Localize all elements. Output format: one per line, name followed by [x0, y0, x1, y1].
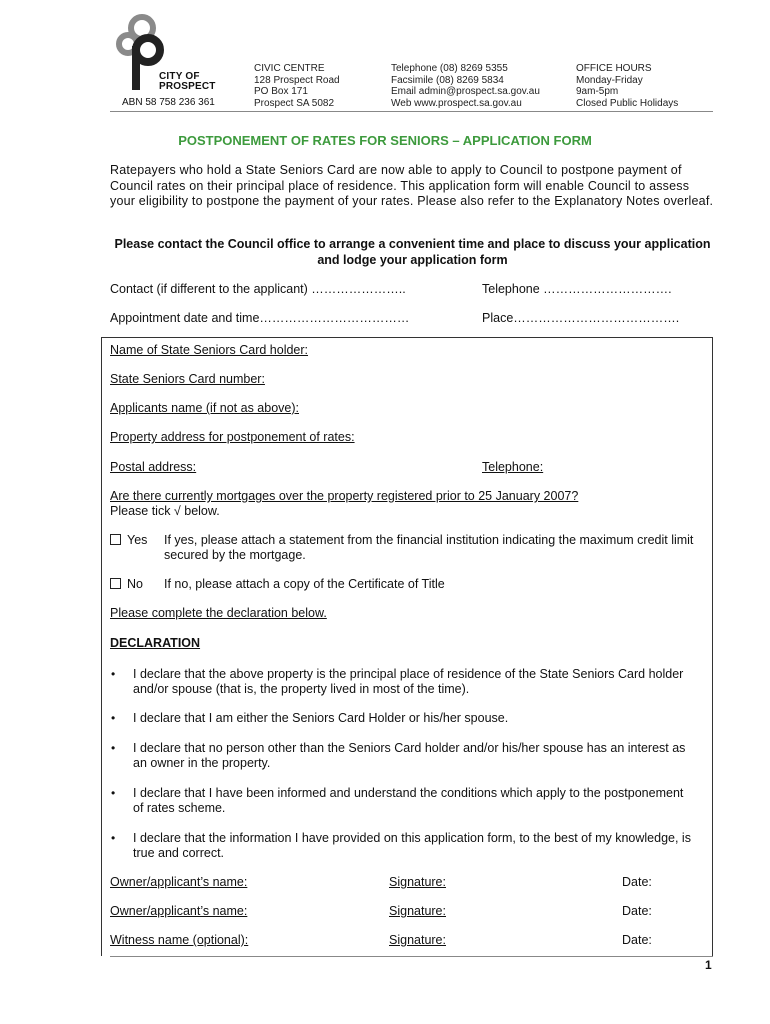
form-title: POSTPONEMENT OF RATES FOR SENIORS – APPLICATION FORM	[178, 133, 592, 148]
declaration-item: I declare that no person other than the Seniors Card holder and/or his/her spouse has an interest as an owner in the property.	[133, 741, 686, 770]
witness-name-field[interactable]: Witness name (optional):	[110, 933, 249, 947]
header-divider	[110, 111, 713, 112]
bullet-icon: •	[111, 711, 116, 725]
telephone-field[interactable]: Telephone:	[482, 460, 544, 474]
org-name: CITY OF PROSPECT	[159, 71, 216, 92]
date-field-2[interactable]: Date:	[622, 904, 652, 918]
bullet-icon: •	[111, 831, 116, 845]
seniors-card-holder-field[interactable]: Name of State Seniors Card holder:	[110, 343, 309, 357]
tick-instruction: Please tick √ below.	[110, 504, 220, 518]
mortgage-question: Are there currently mortgages over the property registered prior to 25 January 2007?	[110, 489, 579, 503]
owner-name-field-1[interactable]: Owner/applicant’s name:	[110, 875, 248, 889]
contact-note: Please contact the Council office to arrange a convenient time and place to discuss your application and lodge your application form	[114, 237, 711, 267]
postal-address-field[interactable]: Postal address:	[110, 460, 197, 474]
declaration-item: I declare that the above property is the principal place of residence of the State Seniors Card holder and/or spouse (that is, the property lived in most of the time).	[133, 667, 684, 696]
bullet-icon: •	[111, 667, 116, 681]
appointment-field[interactable]: Appointment date and time………………………………	[110, 311, 410, 325]
address-block: CIVIC CENTRE 128 Prospect Road PO Box 171 Prospect SA 5082	[254, 63, 340, 109]
page-number: 1	[705, 958, 712, 972]
date-field-1[interactable]: Date:	[622, 875, 652, 889]
signature-field-2[interactable]: Signature:	[389, 904, 446, 918]
declaration-item: I declare that I am either the Seniors Card Holder or his/her spouse.	[133, 711, 509, 725]
contact-block: Telephone (08) 8269 5355 Facsimile (08) 8269 5834 Email admin@prospect.sa.gov.au Web www.prospect.sa.gov.au	[391, 63, 540, 109]
property-address-field[interactable]: Property address for postponement of rates:	[110, 430, 355, 444]
declaration-heading: DECLARATION	[110, 636, 201, 650]
no-checkbox[interactable]	[110, 578, 121, 589]
witness-signature-field[interactable]: Signature:	[389, 933, 446, 947]
yes-option[interactable]: Yes	[110, 533, 147, 547]
signature-field-1[interactable]: Signature:	[389, 875, 446, 889]
contact-telephone-field[interactable]: Telephone ………………………….	[482, 282, 672, 296]
yes-checkbox[interactable]	[110, 534, 121, 545]
bullet-icon: •	[111, 741, 116, 755]
no-instructions: If no, please attach a copy of the Certificate of Title	[164, 577, 445, 591]
contact-field[interactable]: Contact (if different to the applicant) …………………..	[110, 282, 406, 296]
bullet-icon: •	[111, 786, 116, 800]
complete-declaration-note: Please complete the declaration below.	[110, 606, 327, 620]
seniors-card-number-field[interactable]: State Seniors Card number:	[110, 372, 265, 386]
intro-paragraph: Ratepayers who hold a State Seniors Card are now able to apply to Council to postpone payment of Council rates on their principal place of residence. This application form will enable Council to assess your eligibility to postpone the payment of your rates. Please also refer to the Explanatory Notes overleaf.	[110, 163, 714, 208]
applicant-name-field[interactable]: Applicants name (if not as above):	[110, 401, 299, 415]
declaration-item: I declare that I have been informed and understand the conditions which apply to the postponement of rates scheme.	[133, 786, 684, 815]
abn-number: ABN 58 758 236 361	[122, 97, 215, 108]
office-hours-block: OFFICE HOURS Monday-Friday 9am-5pm Closed Public Holidays	[576, 63, 679, 109]
footer-divider	[110, 956, 713, 957]
yes-instructions: If yes, please attach a statement from the financial institution indicating the maximum credit limit secured by the mortgage.	[164, 533, 694, 562]
owner-name-field-2[interactable]: Owner/applicant’s name:	[110, 904, 248, 918]
no-option[interactable]: No	[110, 577, 143, 591]
witness-date-field[interactable]: Date:	[622, 933, 652, 947]
place-field[interactable]: Place………………………………….	[482, 311, 680, 325]
declaration-item: I declare that the information I have provided on this application form, to the best of my knowledge, is true and correct.	[133, 831, 691, 860]
